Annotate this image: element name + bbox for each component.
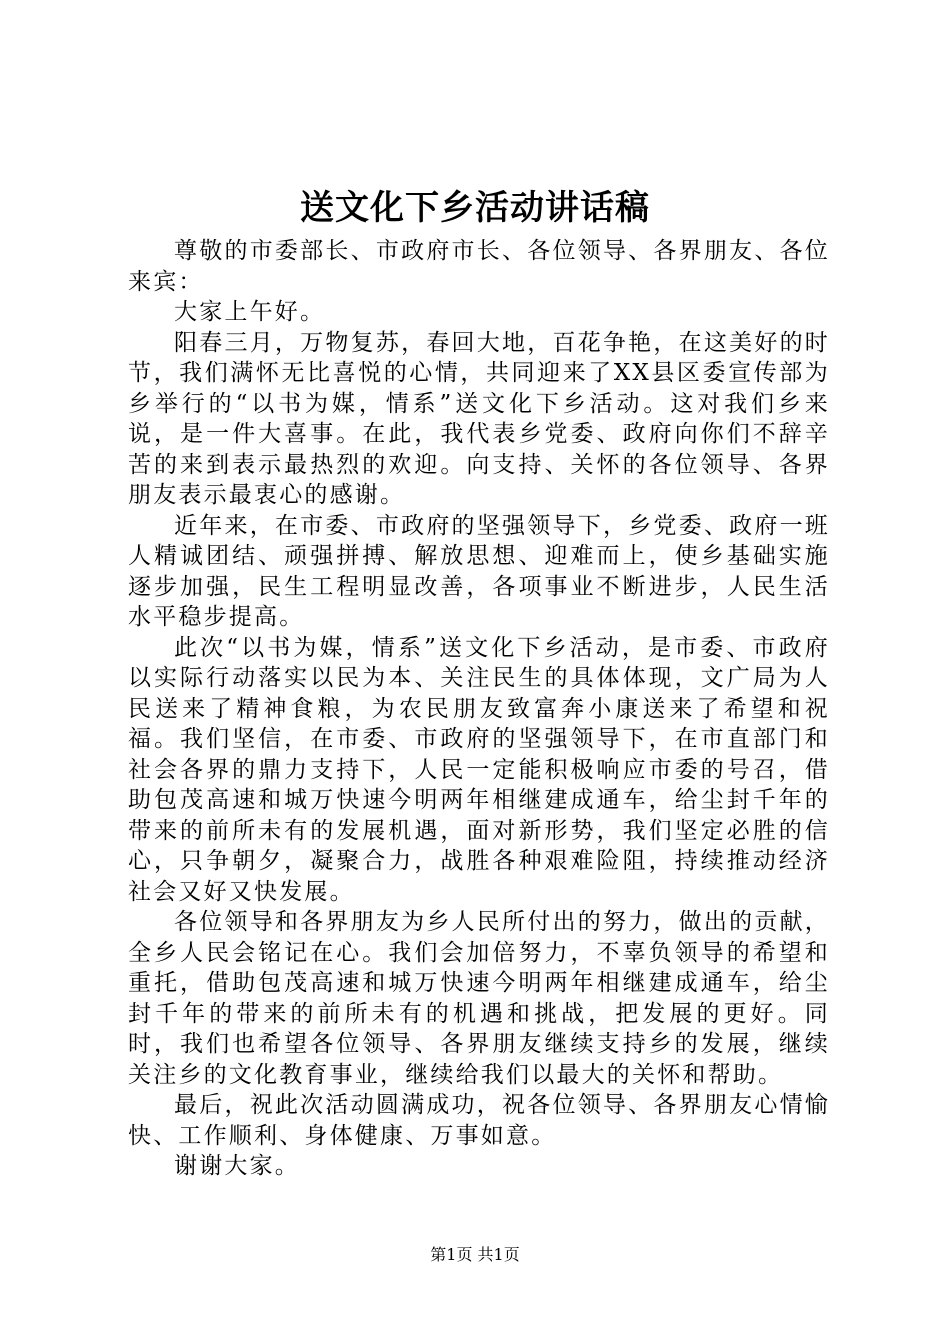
document-body [128, 236, 830, 1182]
closing-paragraph: 最后，祝此次活动圆满成功，祝各位领导、各界朋友心情愉快、工作顺利、身体健康、万事如意。 [128, 1092, 830, 1149]
body-paragraph: 此次“以书为媒，情系”送文化下乡活动，是市委、市政府以实际行动落实以民为本、关注民生的具体体现，文广局为人民送来了精神食粮，为农民朋友致富奔小康送来了希望和祝福。我们坚信，在市委、市政府的坚强领导下，在市直部门和社会各界的鼎力支持下，人民一定能积极响应市委的号召，借助包茂高速和城万快速今明两年相继建成通车，给尘封千年的带来的前所未有的发展机遇，面对新形势，我们坚定必胜的信心，只争朝夕，凝聚合力，战胜各种艰难险阻，持续推动经济社会又好又快发展。 [128, 634, 830, 905]
body-paragraph: 各位领导和各界朋友为乡人民所付出的努力，做出的贡献，全乡人民会铭记在心。我们会加倍努力，不辜负领导的希望和重托，借助包茂高速和城万快速今明两年相继建成通车，给尘封千年的带来的前所未有的机遇和挑战，把发展的更好。同时，我们也希望各位领导、各界朋友继续支持乡的发展，继续关注乡的文化教育事业，继续给我们以最大的关怀和帮助。 [128, 909, 830, 1088]
body-paragraph: 近年来，在市委、市政府的坚强领导下，乡党委、政府一班人精诚团结、顽强拼搏、解放思想、迎难而上，使乡基础实施逐步加强，民生工程明显改善，各项事业不断进步，人民生活水平稳步提高。 [128, 512, 830, 630]
greeting-paragraph: 大家上午好。 [174, 299, 326, 325]
document-title: 送文化下乡活动讲话稿 [300, 188, 650, 228]
thanks-paragraph: 谢谢大家。 [174, 1153, 300, 1179]
body-paragraph: 阳春三月，万物复苏，春回大地，百花争艳，在这美好的时节，我们满怀无比喜悦的心情，共同迎来了XX县区委宣传部为乡举行的“以书为媒，情系”送文化下乡活动。这对我们乡来说，是一件大喜事。在此，我代表乡党委、政府向你们不辞辛苦的来到表示最热烈的欢迎。向支持、关怀的各位领导、各界朋友表示最衷心的感谢。 [128, 329, 830, 508]
salutation-paragraph: 尊敬的市委部长、市政府市长、各位领导、各界朋友、各位来宾： [128, 238, 830, 295]
page-number-footer: 第1页 共1页 [430, 1245, 520, 1264]
